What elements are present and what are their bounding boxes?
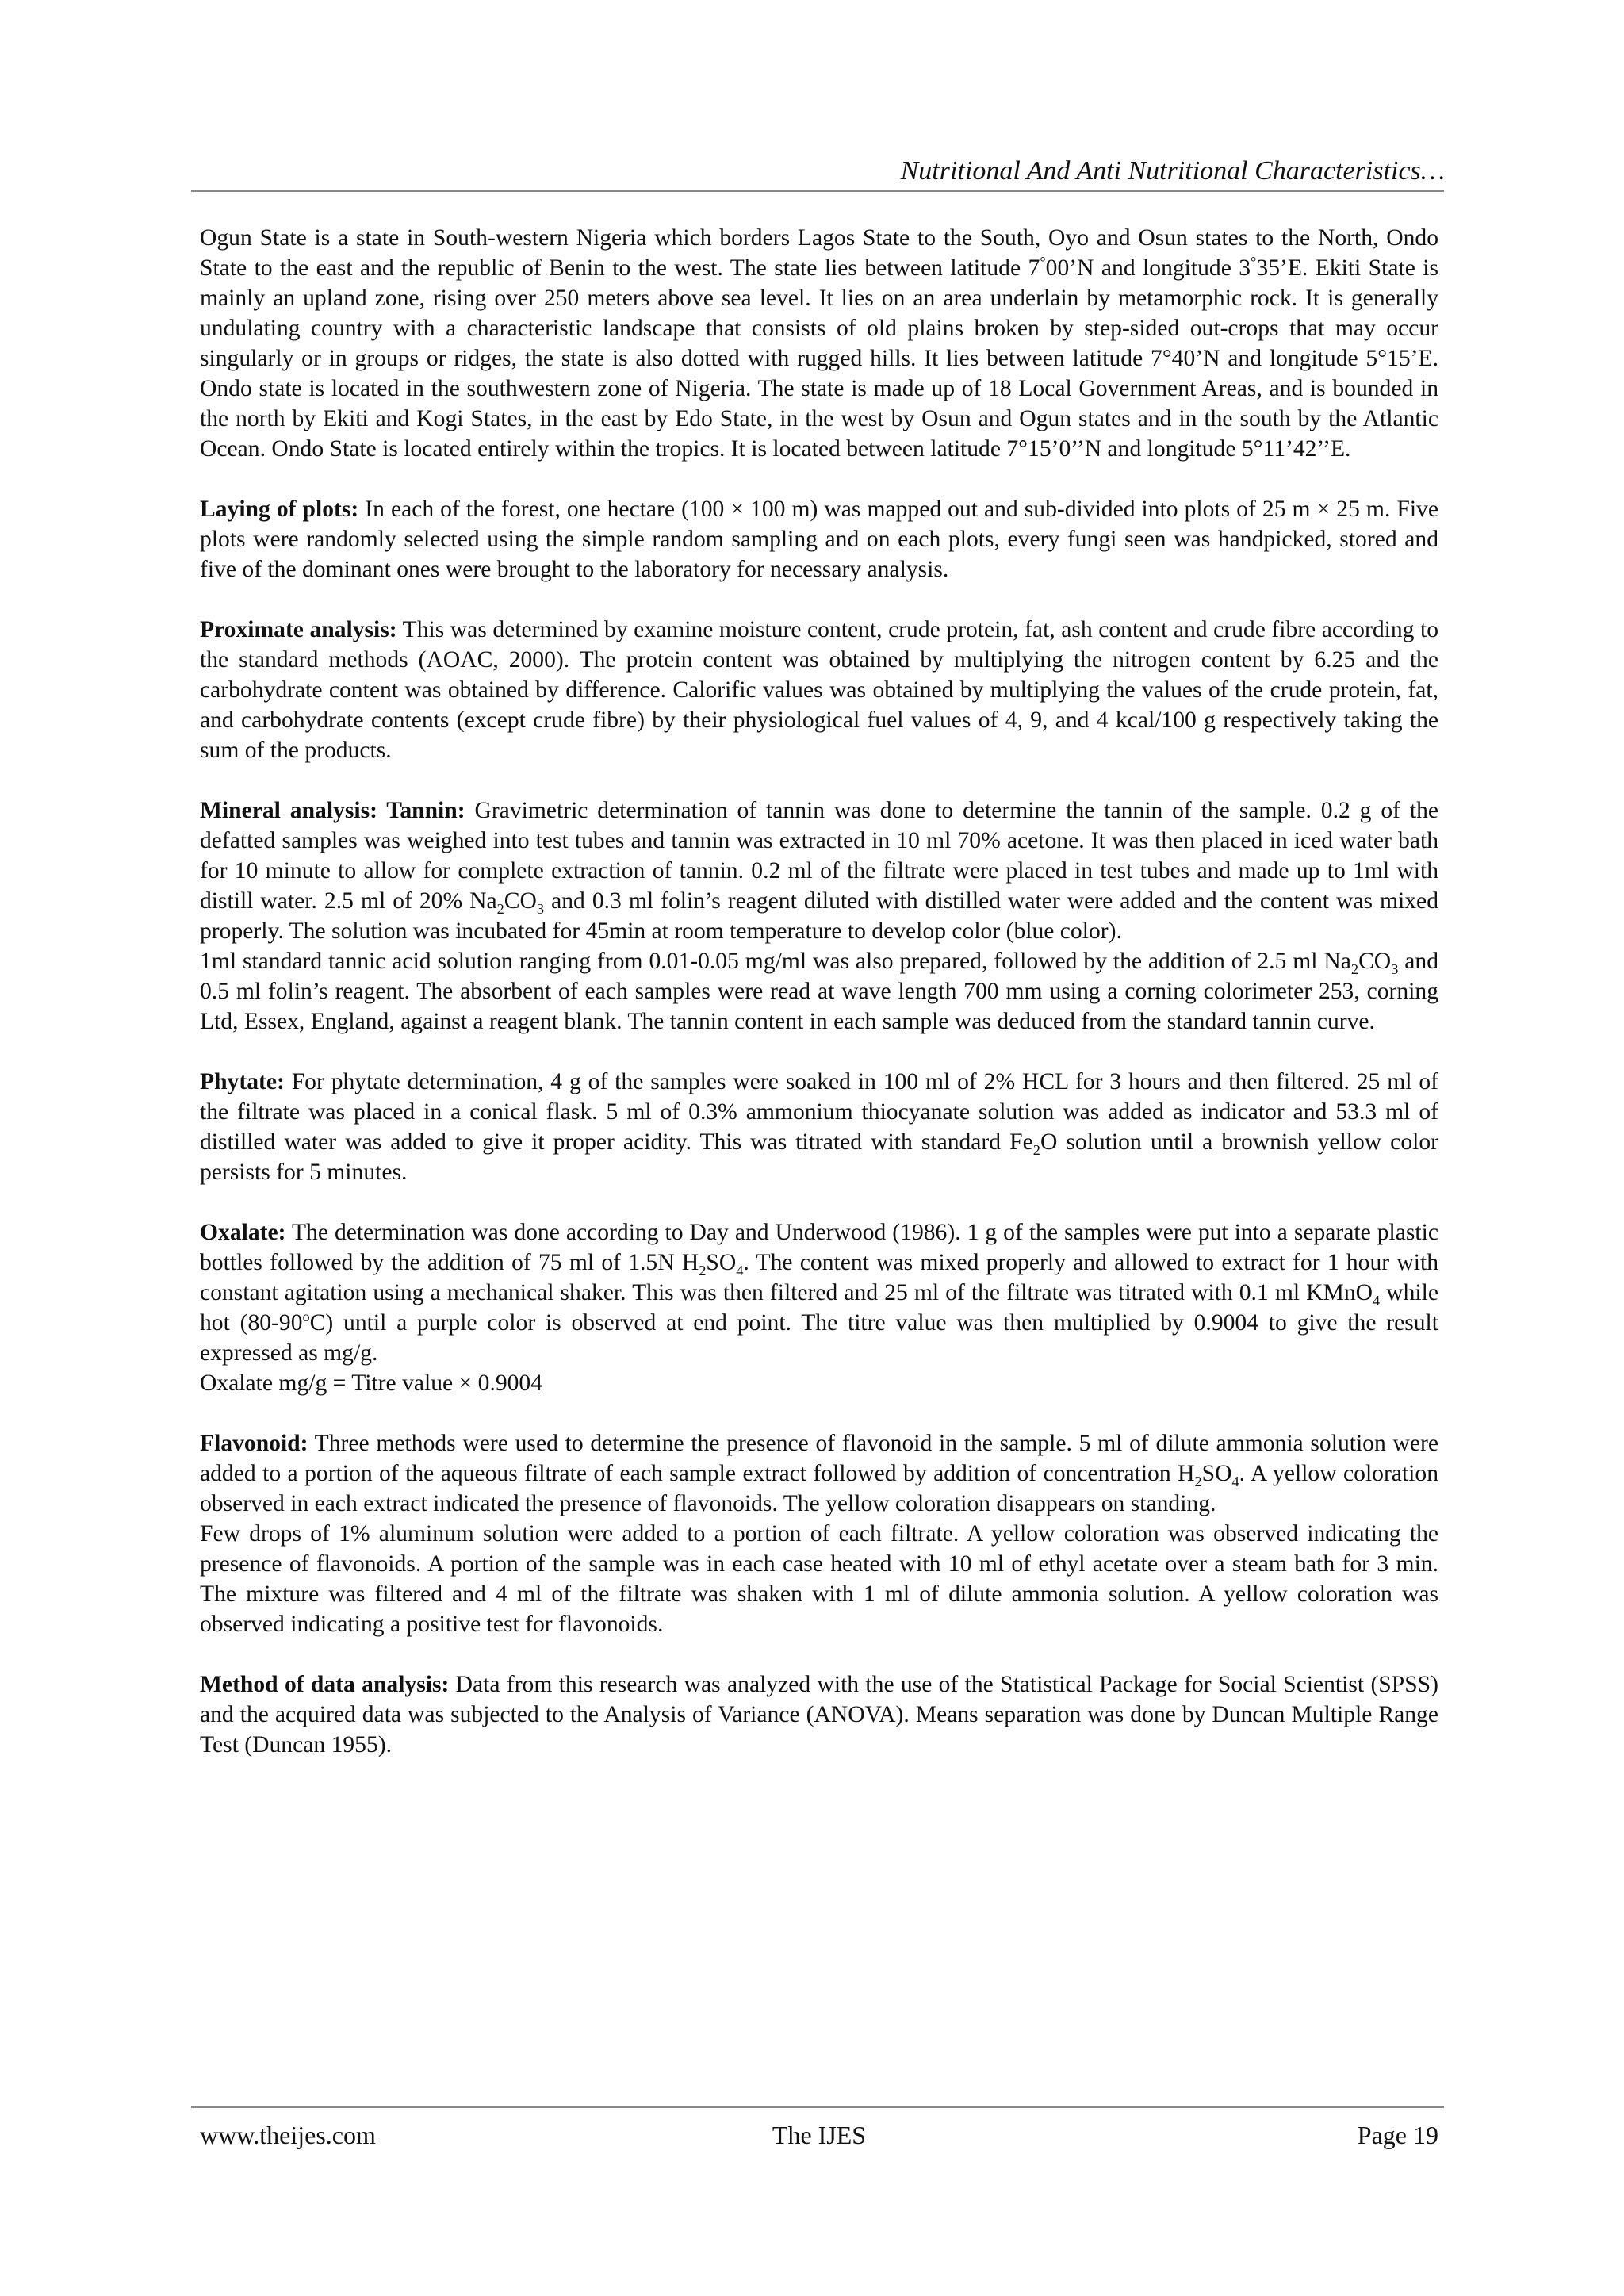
text-run: 1ml standard tannic acid solution ranging from 0.01-0.05 mg/ml was also prepared, followed by the addition of 2.5 ml Na <box>200 949 1351 974</box>
footer-journal: The IJES <box>772 2121 867 2149</box>
paragraph-phytate <box>200 1067 1438 1187</box>
text-run: Three methods were used to determine the presence of flavonoid in the sample. 5 ml of dilute ammonia solution were added to a portion of the aqueous filtrate of each sample extract followed by addition of concentration H <box>200 1431 1438 1486</box>
footer-page-number: Page 19 <box>1357 2121 1438 2149</box>
text-run: CO <box>1358 949 1392 974</box>
subscript: 2 <box>1350 960 1359 977</box>
paragraph-tannin-standard <box>200 946 1438 1037</box>
footer-website-link[interactable]: www.theijes.com <box>200 2121 376 2149</box>
running-header: Nutritional And Anti Nutritional Characteristics… <box>900 156 1445 186</box>
paragraph-flavonoid <box>200 1428 1438 1519</box>
degree-sup: ° <box>1040 254 1046 270</box>
text-run: This was determined by examine moisture content, crude protein, fat, ash content and crude fibre according to the standard methods (AOAC, 2000). The protein content was obtained by multiplying the nitrogen content by 6.25 and the carbohydrate content was obtained by difference. Calorific values was obtained by multiplying the values of the crude protein, fat, and carbohydrate contents (except crude fibre) by their physiological fuel values of 4, 9, and 4 kcal/100 g respectively taking the sum of the products. <box>200 617 1438 763</box>
paragraph-oxalate <box>200 1217 1438 1368</box>
subscript: 3 <box>1391 960 1399 977</box>
header-rule <box>191 190 1444 192</box>
text-run: In each of the forest, one hectare (100 × 100 m) was mapped out and sub-divided into plots of 25 m × 25 m. Five plots were randomly selected using the simple random sampling and on each plots, every fungi seen was handpicked, stored and five of the dominant ones were brought to the laboratory for necessary analysis. <box>200 496 1438 582</box>
section-label: Phytate: <box>200 1069 285 1094</box>
text-run: 00’N and longitude 3 <box>1045 255 1251 281</box>
paragraph-flavonoid-methods: Few drops of 1% aluminum solution were added to a portion of each filtrate. A yellow coloration was observed indicating the presence of flavonoids. A portion of the sample was in each case heated with 10 ml of ethyl acetate over a steam bath for 3 min. The mixture was filtered and 4 ml of the filtrate was shaken with 1 ml of dilute ammonia solution. A yellow coloration was observed indicating a positive test for flavonoids. <box>200 1521 1438 1637</box>
text-run: . The content was mixed properly and allowed to extract for 1 hour with constant agitation using a mechanical shaker. This was then filtered and 25 ml of the filtrate was titrated with 0.1 ml KMnO <box>200 1250 1438 1305</box>
text-run: Ogun State is a state in South-western Nigeria which borders Lagos State to the South, Oyo and Osun states to the North, Ondo State to the east and the republic of Benin to the west. The state lies between latitude 7 <box>200 225 1438 281</box>
text-run: 35’E. Ekiti State is mainly an upland zone, rising over 250 meters above sea level. It lies on an area underlain by metamorphic rock. It is generally undulating country with a characteristic landscape that consists of old plains broken by step-sided out-crops that may occur singularly or in groups or ridges, the state is also dotted with rugged hills. It lies between latitude 7°40’N and longitude 5°15’E. Ondo state is located in the southwestern zone of Nigeria. The state is made up of 18 Local Government Areas, and is bounded in the north by Ekiti and Kogi States, in the east by Edo State, in the west by Osun and Ogun states and in the south by the Atlantic Ocean. Ondo State is located entirely within the tropics. It is located between latitude 7°15’0’’N and longitude 5°11’42’’E. <box>200 255 1439 462</box>
degree-sup: ° <box>1251 254 1257 270</box>
subscript: 4 <box>1231 1473 1239 1489</box>
text-run: and 0.5 ml folin’s reagent. The absorbent of each samples were read at wave length 700 mm using a corning colorimeter 253, corning Ltd, Essex, England, against a reagent blank. The tannin content in each sample was deduced from the standard tannin curve. <box>200 949 1438 1034</box>
text-run: . A yellow coloration observed in each extract indicated the presence of flavonoids. The yellow coloration disappears on standing. <box>200 1461 1438 1516</box>
paragraph-study-area <box>200 223 1438 464</box>
paragraph-laying-of-plots <box>200 494 1438 585</box>
text-run: SO <box>1201 1461 1232 1486</box>
paragraph-data-analysis <box>200 1669 1438 1760</box>
subscript: 4 <box>1373 1292 1381 1309</box>
section-label: Proximate analysis: <box>200 617 397 642</box>
article-body <box>200 223 1438 1760</box>
text-run: and 0.3 ml folin’s reagent diluted with distilled water were added and the content was mixed properly. The solution was incubated for 45min at room temperature to develop color (blue color). <box>200 888 1438 944</box>
subscript: 3 <box>536 900 545 917</box>
degree-sup: o <box>302 1309 310 1325</box>
text-run: CO <box>504 888 537 914</box>
oxalate-formula: Oxalate mg/g = Titre value × 0.9004 <box>200 1370 543 1396</box>
text-run: while hot (80-90 <box>200 1280 1438 1336</box>
subscript: 2 <box>699 1262 707 1278</box>
section-label: Oxalate: <box>200 1220 286 1245</box>
section-label: Method of data analysis: <box>200 1672 450 1697</box>
text-run: O solution until a brownish yellow color persists for 5 minutes. <box>200 1129 1438 1185</box>
page-footer <box>200 2118 1438 2152</box>
subscript: 2 <box>496 900 504 917</box>
paragraph-proximate-analysis <box>200 615 1438 765</box>
section-label: Flavonoid: <box>200 1431 308 1456</box>
subscript: 2 <box>1032 1141 1040 1158</box>
footer-rule <box>191 2106 1444 2108</box>
text-run: C) until a purple color is observed at end point. The titre value was then multiplied by 0.9004 to give the result expressed as mg/g. <box>200 1310 1438 1366</box>
paragraph-mineral-analysis <box>200 795 1438 946</box>
text-run: SO <box>706 1250 737 1275</box>
text-run: Data from this research was analyzed with the use of the Statistical Package for Social Scientist (SPSS) and the acquired data was subjected to the Analysis of Variance (ANOVA). Means separation was done by Duncan Multiple Range Test (Duncan 1955). <box>200 1672 1438 1757</box>
subscript: 2 <box>1194 1473 1202 1489</box>
subscript: 4 <box>736 1262 744 1278</box>
text-run: The determination was done according to Day and Underwood (1986). 1 g of the samples were put into a separate plastic bottles followed by the addition of 75 ml of 1.5N H <box>200 1220 1438 1275</box>
text-run: For phytate determination, 4 g of the samples were soaked in 100 ml of 2% HCL for 3 hours and then filtered. 25 ml of the filtrate was placed in a conical flask. 5 ml of 0.3% ammonium thiocyanate solution was added as indicator and 53.3 ml of distilled water was added to give it proper acidity. This was titrated with standard Fe <box>200 1069 1438 1155</box>
text-run: Gravimetric determination of tannin was done to determine the tannin of the sample. 0.2 g of the defatted samples was weighed into test tubes and tannin was extracted in 10 ml 70% acetone. It was then placed in iced water bath for 10 minute to allow for complete extraction of tannin. 0.2 ml of the filtrate were placed in test tubes and made up to 1ml with distill water. 2.5 ml of 20% Na <box>200 798 1438 914</box>
section-label: Mineral analysis: Tannin: <box>200 798 465 823</box>
section-label: Laying of plots: <box>200 496 359 522</box>
